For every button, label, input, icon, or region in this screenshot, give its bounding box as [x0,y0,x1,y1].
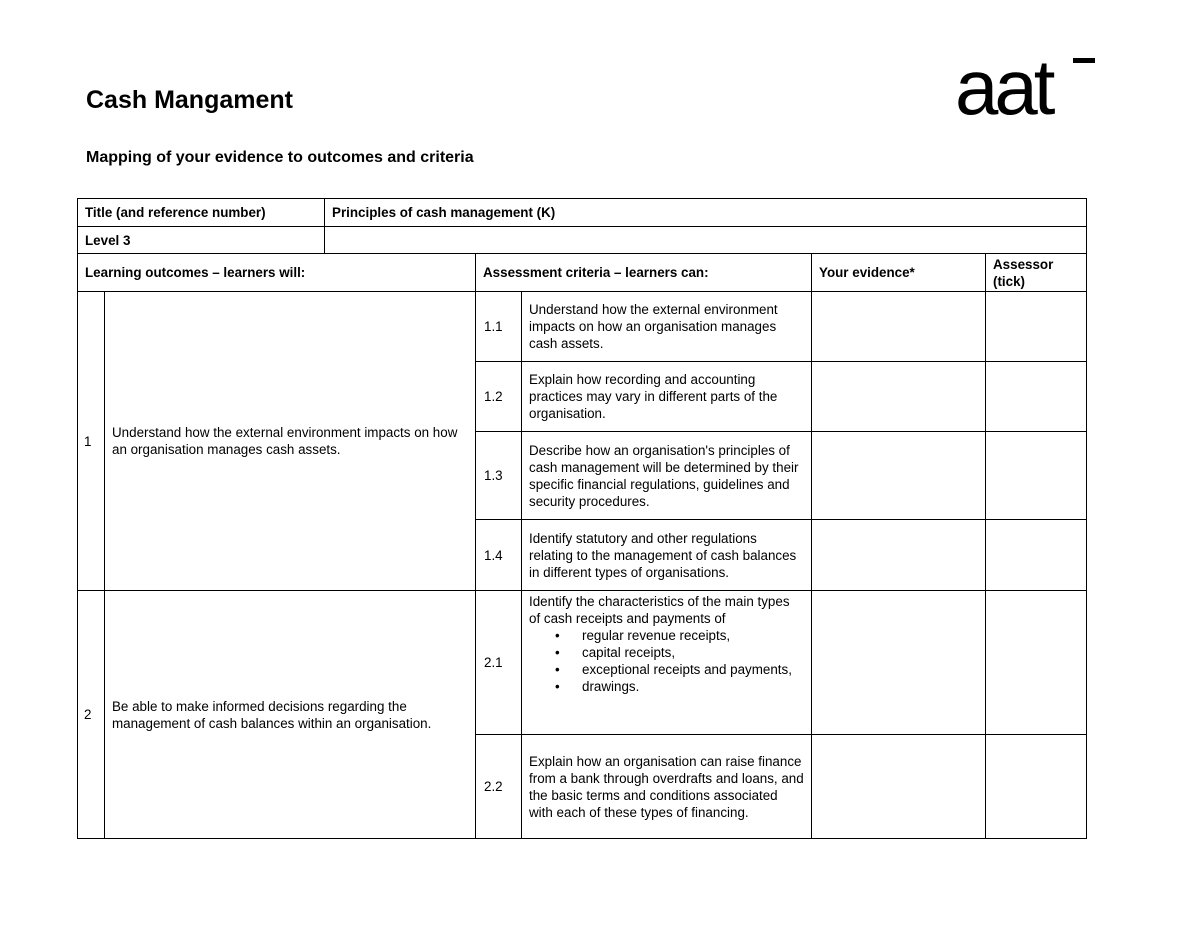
criterion-ref: 2.1 [476,591,522,735]
evidence-cell[interactable] [812,362,986,432]
criterion-bullet-list [529,627,804,695]
list-item: • exceptional receipts and payments, [582,661,804,678]
criterion-text: Identify the characteristics of the main types of cash receipts and payments of [529,594,790,626]
title-value: Principles of cash management (K) [325,199,1087,227]
page-subtitle: Mapping of your evidence to outcomes and criteria [86,149,474,166]
assessor-tick-cell[interactable] [986,591,1087,735]
column-header-row [78,254,1087,292]
criterion-text: Describe how an organisation's principles of cash management will be determined by their specific financial regulations, guidelines and security procedures. [522,432,812,520]
criterion-ref: 2.2 [476,735,522,839]
evidence-cell[interactable] [812,520,986,591]
criterion-ref: 1.3 [476,432,522,520]
evidence-cell[interactable] [812,292,986,362]
assessor-tick-cell[interactable] [986,520,1087,591]
assessor-tick-cell[interactable] [986,432,1087,520]
level-label: Level 3 [78,227,325,254]
criterion-text: Identify statutory and other regulations relating to the management of cash balances in different types of organisations. [522,520,812,591]
outcome-text: Be able to make informed decisions regarding the management of cash balances within an organisation. [105,591,476,839]
table-row [78,292,1087,362]
assessor-tick-cell[interactable] [986,292,1087,362]
criteria-header: Assessment criteria – learners can: [476,254,812,292]
aat-logo [955,40,1095,120]
criterion-text: Explain how an organisation can raise finance from a bank through overdrafts and loans, and the basic terms and conditions associated with each of these types of financing. [522,735,812,839]
table-row [78,591,1087,735]
list-item: • drawings. [582,678,804,695]
criterion-cell [522,591,812,735]
criterion-text: Explain how recording and accounting practices may vary in different parts of the organisation. [522,362,812,432]
level-row [78,227,1087,254]
criterion-ref: 1.1 [476,292,522,362]
outcome-number: 2 [78,591,105,839]
assessor-tick-cell[interactable] [986,735,1087,839]
evidence-header: Your evidence* [812,254,986,292]
list-item: • regular revenue receipts, [582,627,804,644]
evidence-cell[interactable] [812,432,986,520]
evidence-cell[interactable] [812,735,986,839]
title-label: Title (and reference number) [78,199,325,227]
criterion-ref: 1.2 [476,362,522,432]
evidence-cell[interactable] [812,591,986,735]
outcome-text: Understand how the external environment impacts on how an organisation manages cash assets. [105,292,476,591]
criterion-text: Understand how the external environment impacts on how an organisation manages cash assets. [522,292,812,362]
criterion-ref: 1.4 [476,520,522,591]
outcome-number: 1 [78,292,105,591]
unit-title-row [78,199,1087,227]
assessor-header: Assessor (tick) [986,254,1087,292]
level-value [325,227,1087,254]
assessor-tick-cell[interactable] [986,362,1087,432]
evidence-mapping-table [77,198,1087,839]
aat-logo-text: aat [955,43,1052,120]
page-title: Cash Mangament [86,86,293,114]
outcomes-header: Learning outcomes – learners will: [78,254,476,292]
list-item: • capital receipts, [582,644,804,661]
